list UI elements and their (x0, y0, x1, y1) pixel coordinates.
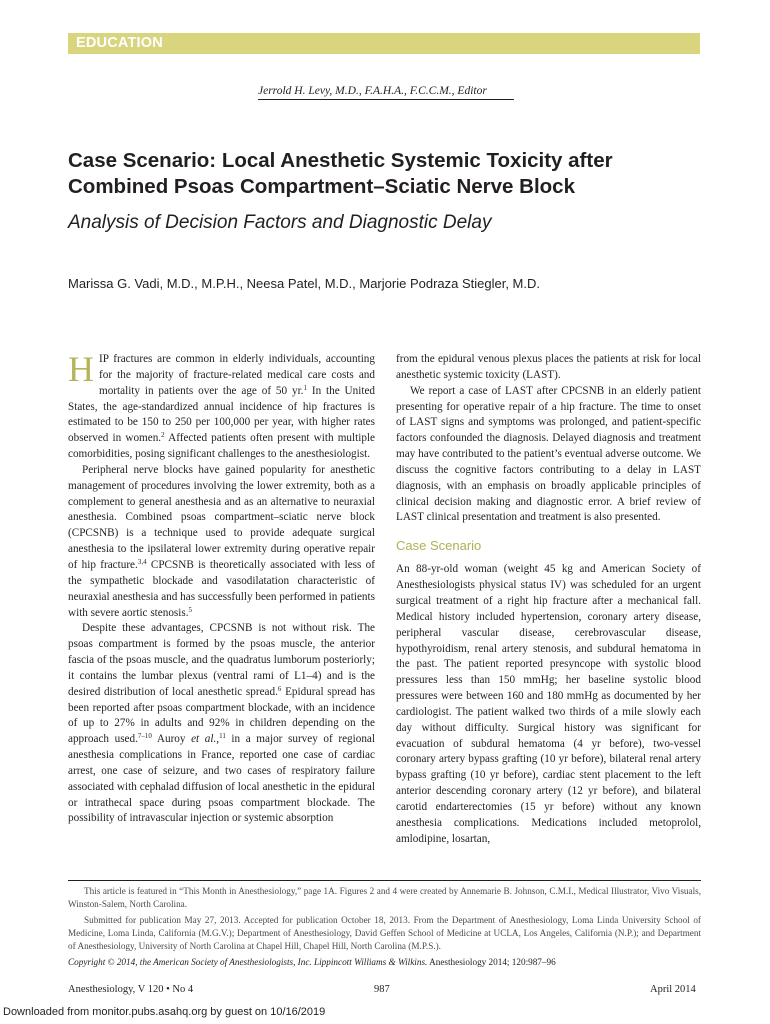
reference-marker: 1 (303, 383, 307, 392)
section-heading-case-scenario: Case Scenario (396, 538, 482, 554)
reference-marker: 5 (188, 605, 193, 614)
drop-cap: H (68, 349, 94, 389)
paragraph-case-scenario: An 88-yr-old woman (weight 45 kg and American Society of Anesthesiologists physical status IV) was scheduled for an urgent surgical treatment of a right hip fracture after a mechanical fall. Medical history included hypertension, coronary artery disease, peripheral vascular disease, cerebrovascular disease, hypothyroidism, renal artery stenosis, and subdural hematoma in the past. The patient reported presyncope with systolic blood pressures less than 150 mmHg; her baseline systolic blood pressures were between 160 and 180 mmHg as documented by her cardiologist. The patient walked two thirds of a mile slowly each day without difficulty. Surgical history was significant for evacuation of subdural hematoma (4 yr before), two-vessel coronary artery bypass grafting (10 yr before), bilateral renal artery bypass grafting (10 yr before), cardiac stent placement to the left anterior descending coronary artery (12 yr before), and bilateral carotid endarterectomies (15 yr before) without any known anesthesia complications. Medications included metoprolol, amlodipine, losartan, (396, 563, 701, 845)
reference-marker: 6 (277, 684, 282, 693)
paragraph-case-report: We report a case of LAST after CPCSNB in an elderly patient presenting for operative repair of a hip fracture. The time to onset of LAST signs and symptoms was prolonged, and patient-specific factors confounded the diagnosis. Delayed diagnosis and treatment may have contributed to the patient’s eventual adverse outcome. We discuss the cognitive factors contributing to a delay in LAST diagnosis, with an emphasis on broadly applicable principles of clinical decision making and diagnostic error. A brief review of LAST clinical presentation and treatment is also presented. (396, 384, 701, 524)
article-subtitle: Analysis of Decision Factors and Diagnostic Delay (68, 212, 492, 233)
paragraph-nerve-blocks: Peripheral nerve blocks have gained popularity for anesthetic management of procedures involving the lower extremity, both as a complement to general anesthesia and as an alternative to neuraxial anesthesia. Combined psoas compartment–sciatic nerve block (CPCSNB) is a technique used to provide adequate surgical anesthesia to the ipsilateral lower extremity during operative repair of hip fracture.$^{3,4}$ CPCSNB is theoretically associated with less of the sympathetic blockade and vasodilatation characteristic of neuraxial anesthesia and has successfully been performed in patients with severe aortic stenosis.$^5$ (68, 463, 375, 619)
footer-date: April 2014 (650, 984, 696, 995)
footnotes (68, 885, 701, 972)
author-list: Marissa G. Vadi, M.D., M.P.H., Neesa Patel, M.D., Marjorie Podraza Stiegler, M.D. (68, 276, 540, 291)
footnote-submitted: Submitted for publication May 27, 2013. Accepted for publication October 18, 2013. From the Department of Anesthesiology, Loma Linda University School of Medicine, Loma Linda, California (M.G.V.); Department of Anesthesiology, David Geffen School of Medicine at UCLA, Los Angeles, California (N.P.); and Department of Anesthesiology, University of North Carolina at Chapel Hill, Chapel Hill, North Carolina (M.P.S.). (68, 915, 701, 951)
right-column (396, 352, 701, 847)
paragraph-risks: Despite these advantages, CPCSNB is not without risk. The psoas compartment is formed by the psoas muscle, the anterior fascia of the psoas muscle, and the quadratus lumborum posteriorly; it contains the lumbar plexus (ventral rami of L1–4) and is the desired distribution of local anesthetic spread.$^6$ Epidural spread has been reported after psoas compartment blockade, with an incidence of up to 27% in adults and 92% in children depending on the approach used.$^{7-10}$ Auroy et al.,$^{11}$ in a major survey of regional anesthesia complications in France, reported one case of cardiac arrest, one case of seizure, and two cases of respiratory failure associated with cephalad diffusion of local anesthetic in the epidural or intrathecal space during psoas compartment blockade. The possibility of intravascular injection or systemic absorption (68, 622, 376, 825)
paragraph-continued: from the epidural venous plexus places the patients at risk for local anesthetic systemic toxicity (LAST). (396, 353, 701, 381)
reference-marker: 7–10 (137, 732, 152, 741)
footnote-featured: This article is featured in “This Month in Anesthesiology,” page 1A. Figures 2 and 4 were created by Annemarie B. Johnson, C.M.I., Medical Illustrator, Vivo Visuals, Winston-Salem, North Carolina. (68, 886, 701, 909)
paragraph-intro: HIP fractures are common in elderly individuals, accounting for the majority of fracture-related medical care costs and mortality in patients over the age of 50 yr.$^1$ In the United States, the age-standardized annual incidence of hip fractures is estimated to be 150 to 250 per 100,000 per year, with higher rates observed in women.$^2$ Affected patients often present with multiple comorbidities, posing significant challenges to the anesthesiologist. (68, 349, 376, 461)
article-title: Case Scenario: Local Anesthetic Systemic Toxicity after Combined Psoas Compartment–Sciatic Nerve Block (68, 149, 613, 198)
copyright-line: Copyright © 2014, the American Society of Anesthesiologists, Inc. Lippincott Williams & Wilkins. Anesthesiology 2014; 120:987–96 (68, 957, 556, 967)
left-column (68, 349, 376, 827)
section-label: EDUCATION (76, 35, 163, 51)
editor-line: Jerrold H. Levy, M.D., F.A.H.A., F.C.C.M., Editor (258, 85, 514, 100)
section-banner (68, 33, 700, 54)
download-notice: Downloaded from monitor.pubs.asahq.org by guest on 10/16/2019 (3, 1006, 326, 1018)
reference-marker: 11 (219, 732, 226, 741)
page-number: 987 (374, 984, 390, 995)
footnote-divider (68, 880, 701, 881)
reference-marker: 2 (161, 431, 165, 440)
footer-journal: Anesthesiology, V 120 • No 4 (68, 984, 194, 995)
reference-marker: 3,4 (137, 557, 147, 566)
